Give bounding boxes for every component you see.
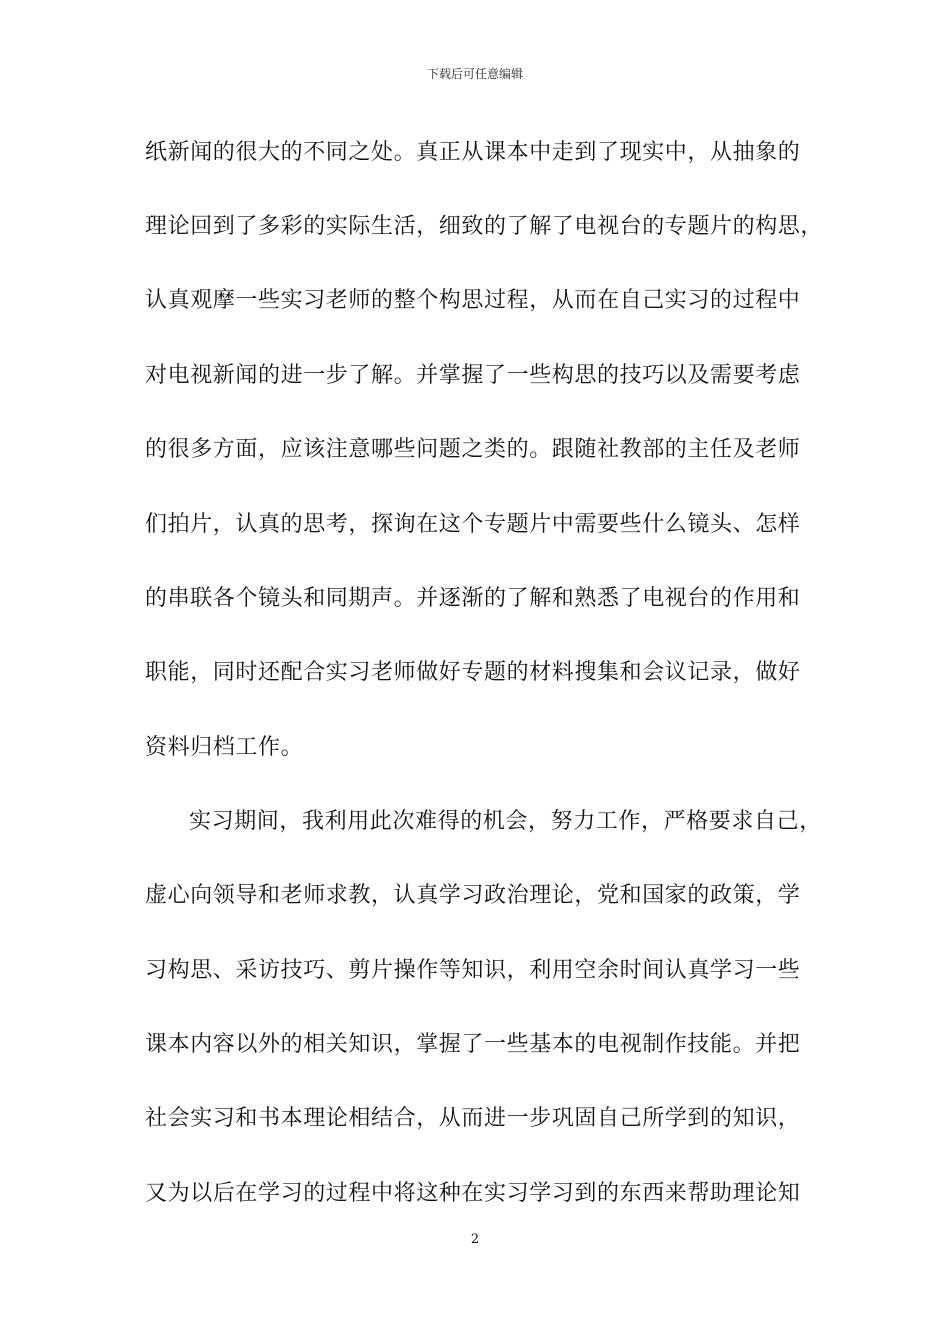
- text-line: 又为以后在学习的过程中将这种在实习学习到的东西来帮助理论知: [145, 1181, 801, 1206]
- text-line: 的很多方面，应该注意哪些问题之类的。跟随社教部的主任及老师: [145, 437, 801, 462]
- text-line: 的串联各个镜头和同期声。并逐渐的了解和熟悉了电视台的作用和: [145, 586, 801, 611]
- text-line: 课本内容以外的相关知识，掌握了一些基本的电视制作技能。并把: [145, 1032, 801, 1057]
- text-line: 纸新闻的很大的不同之处。真正从课本中走到了现实中，从抽象的: [145, 140, 801, 165]
- text-line: 虚心向领导和老师求教，认真学习政治理论，党和国家的政策，学: [145, 883, 801, 908]
- text-line: 资料归档工作。: [145, 735, 304, 760]
- text-line: 职能，同时还配合实习老师做好专题的材料搜集和会议记录，做好: [145, 660, 801, 685]
- text-line: 认真观摩一些实习老师的整个构思过程，从而在自己实习的过程中: [145, 288, 801, 313]
- text-line: 习构思、采访技巧、剪片操作等知识，利用空余时间认真学习一些: [145, 958, 801, 983]
- page-header: 下载后可任意编辑: [426, 67, 523, 81]
- text-line: 对电视新闻的进一步了解。并掌握了一些构思的技巧以及需要考虑: [145, 363, 801, 388]
- text-line: 社会实习和书本理论相结合，从而进一步巩固自己所学到的知识，: [145, 1106, 801, 1131]
- paragraph-first-line: 实习期间，我利用此次难得的机会，努力工作，严格要求自己，: [189, 809, 822, 834]
- text-line: 理论回到了多彩的实际生活，细致的了解了电视台的专题片的构思，: [145, 214, 824, 239]
- page-number: 2: [470, 1232, 480, 1247]
- text-line: 们拍片，认真的思考，探询在这个专题片中需要些什么镜头、怎样: [145, 512, 801, 537]
